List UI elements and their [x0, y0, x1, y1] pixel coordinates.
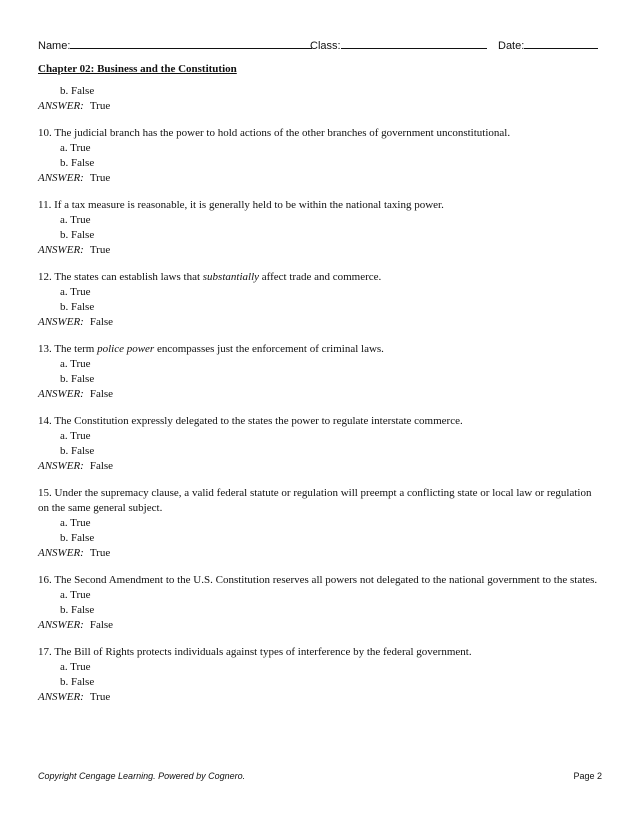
answer-label: ANSWER:: [38, 316, 84, 328]
option-b: b. False: [60, 85, 95, 97]
footer: [38, 769, 602, 783]
question-stem: The term: [54, 343, 98, 355]
class-field: [310, 38, 487, 53]
question-text: [38, 342, 598, 357]
answer-line: [38, 690, 598, 705]
option-b: b. False: [60, 157, 95, 169]
question-stem: Under the supremacy clause, a valid federal statute or regulation will preempt a conflicting state or local law or regulation on the same general subject.: [38, 487, 592, 514]
chapter-title: Chapter 02: Business and the Constitution: [38, 63, 237, 75]
question-stem: The Constitution expressly delegated to the states the power to regulate interstate commerce.: [54, 415, 463, 427]
option-a: a. True: [60, 286, 91, 298]
question-text: [38, 573, 598, 588]
copyright-text: Copyright Cengage Learning. Powered by Cognero.: [38, 771, 246, 781]
answer-label: ANSWER:: [38, 244, 84, 256]
emphasized-term: substantially: [202, 271, 260, 283]
answer-value: False: [89, 460, 114, 472]
question-12: [38, 270, 598, 330]
answer-label: ANSWER:: [38, 172, 84, 184]
answer-value: True: [89, 547, 111, 559]
option-b: b. False: [60, 301, 95, 313]
answer-line: [38, 99, 598, 114]
option-b: b. False: [60, 532, 95, 544]
answer-line: [38, 315, 598, 330]
question-13: [38, 342, 598, 402]
question-text: [38, 414, 598, 429]
option-b: b. False: [60, 229, 95, 241]
option-a: a. True: [60, 214, 91, 226]
answer-label: ANSWER:: [38, 691, 84, 703]
question-text: [38, 645, 598, 660]
question-14: [38, 414, 598, 474]
answer-label: ANSWER:: [38, 547, 84, 559]
option-a: a. True: [60, 430, 91, 442]
answer-line: [38, 171, 598, 186]
answer-value: False: [89, 388, 114, 400]
question-text: [38, 486, 598, 516]
question-11: [38, 198, 598, 258]
answer-value: True: [89, 100, 111, 112]
question-number: 17.: [38, 646, 52, 658]
question-stem: The states can establish laws that: [54, 271, 203, 283]
name-blank-line: [70, 38, 312, 49]
date-blank-line: [524, 38, 598, 49]
question-stem: The Bill of Rights protects individuals against types of interference by the federal government.: [54, 646, 472, 658]
question-list: [38, 84, 598, 717]
answer-label: ANSWER:: [38, 388, 84, 400]
question-number: 16.: [38, 574, 52, 586]
name-field: [38, 38, 312, 53]
answer-line: [38, 243, 598, 258]
answer-line: [38, 387, 598, 402]
option-a: a. True: [60, 589, 91, 601]
answer-value: True: [89, 244, 111, 256]
question-16: [38, 573, 598, 633]
class-blank-line: [341, 38, 487, 49]
date-label: Date:: [498, 40, 525, 52]
page-number: Page 2: [573, 771, 602, 781]
question-number: 13.: [38, 343, 52, 355]
class-label: Class:: [310, 40, 341, 52]
continued-question: [38, 84, 598, 114]
answer-value: True: [89, 172, 111, 184]
question-text: [38, 198, 598, 213]
answer-value: False: [89, 619, 114, 631]
option-a: a. True: [60, 142, 91, 154]
question-number: 14.: [38, 415, 52, 427]
question-text: [38, 270, 598, 285]
date-field: [498, 38, 598, 53]
question-number: 15.: [38, 487, 52, 499]
option-a: a. True: [60, 661, 91, 673]
header: [38, 38, 602, 52]
question-number: 12.: [38, 271, 52, 283]
answer-value: False: [89, 316, 114, 328]
question-number: 10.: [38, 127, 52, 139]
answer-label: ANSWER:: [38, 460, 84, 472]
answer-label: ANSWER:: [38, 619, 84, 631]
answer-line: [38, 618, 598, 633]
question-10: [38, 126, 598, 186]
answer-line: [38, 459, 598, 474]
option-b: b. False: [60, 445, 95, 457]
option-a: a. True: [60, 358, 91, 370]
option-b: b. False: [60, 676, 95, 688]
question-stem: The Second Amendment to the U.S. Constitution reserves all powers not delegated to the national government to the states.: [54, 574, 598, 586]
question-stem-end: encompasses just the enforcement of criminal laws.: [154, 343, 384, 355]
question-number: 11.: [38, 199, 52, 211]
question-text: [38, 126, 598, 141]
question-15: [38, 486, 598, 561]
option-a: a. True: [60, 517, 91, 529]
option-b: b. False: [60, 373, 95, 385]
answer-line: [38, 546, 598, 561]
option-b: b. False: [60, 604, 95, 616]
emphasized-term: police power: [97, 343, 155, 355]
question-stem: If a tax measure is reasonable, it is generally held to be within the national taxing power.: [54, 199, 444, 211]
answer-label: ANSWER:: [38, 100, 84, 112]
name-label: Name:: [38, 40, 71, 52]
question-17: [38, 645, 598, 705]
question-stem: The judicial branch has the power to hold actions of the other branches of government unconstitutional.: [54, 127, 511, 139]
answer-value: True: [89, 691, 111, 703]
question-stem-end: affect trade and commerce.: [259, 271, 382, 283]
